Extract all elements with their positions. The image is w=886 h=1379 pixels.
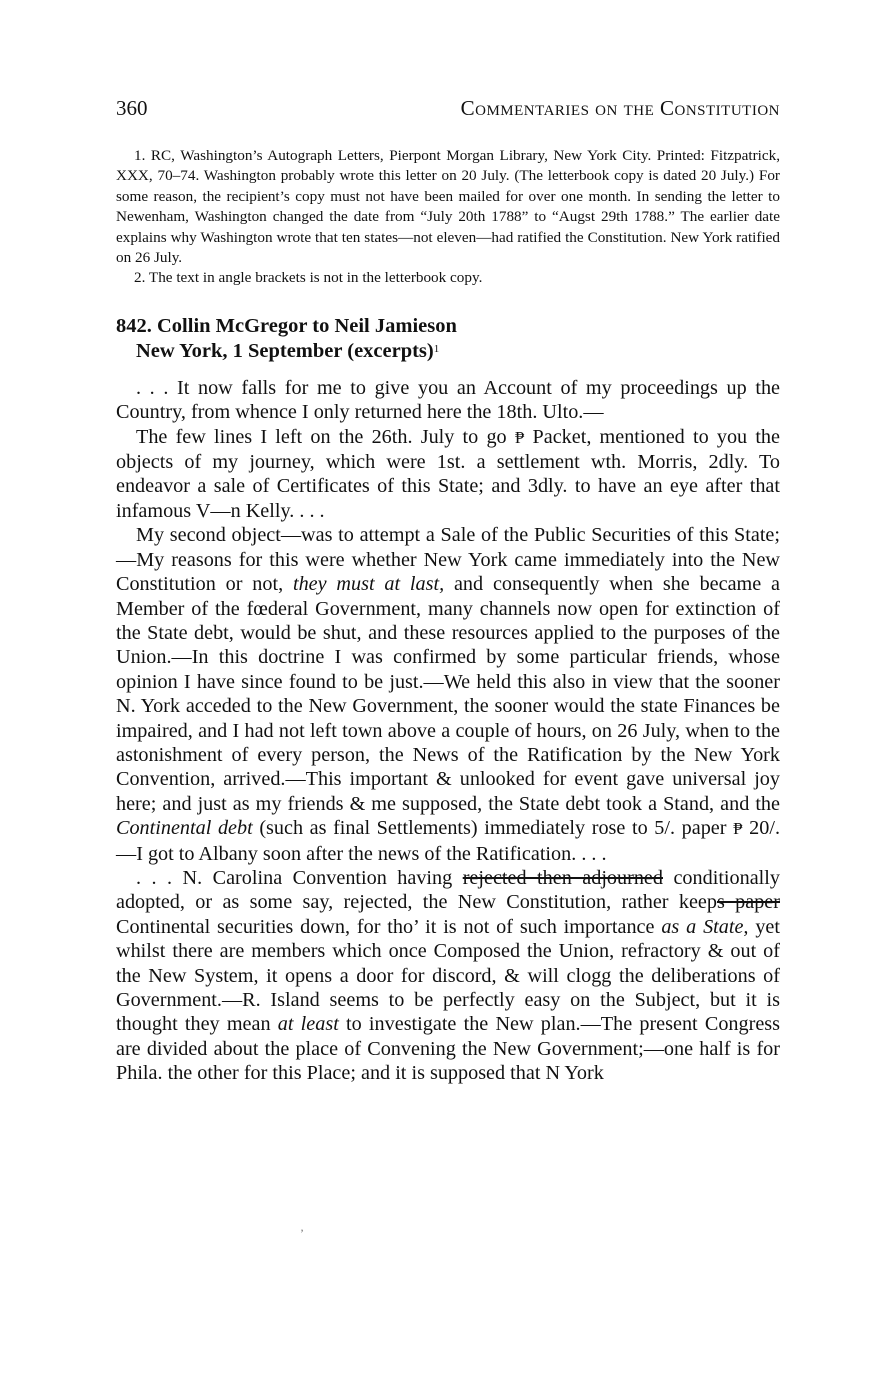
- paragraph-2-text-b: Packet, mentioned to you the objects of my journey, which were 1st. a settlement wth. Morris, 2dly. To endeavor a sale of Certificates of this State; and 3dly. to have an eye after that infamous V—n Kelly. . . .: [116, 425, 780, 522]
- paragraph-4-text-a: . . . N. Carolina Convention having: [136, 866, 463, 889]
- paragraph-1: . . . It now falls for me to give you an Account of my proceedings up the Country, from whence I only returned here the 18th. Ulto.—: [116, 376, 780, 424]
- italic-phrase: they must at last,: [292, 573, 445, 596]
- running-head: [116, 96, 780, 126]
- struck-text: s paper: [716, 891, 780, 914]
- paragraph-4: [116, 866, 780, 1086]
- italic-phrase: at least: [277, 1013, 339, 1036]
- paragraph-3-text-a: My second object—was to attempt a Sale of the Public Securities of this State;—My reasons for this were whether New York came immediately into the New Constitution or not,: [116, 524, 780, 596]
- heading-subtitle: [116, 339, 780, 364]
- book-page: [116, 96, 780, 1086]
- paragraph-3-text-c: (such as final Settlements) immediately rose to 5/. paper: [252, 817, 734, 840]
- paragraph-3: [116, 523, 780, 866]
- paragraph-3-text-d: 20/.—I got to Albany soon after the news of the Ratification. . . .: [116, 817, 780, 865]
- page-number: 360: [116, 96, 148, 120]
- footnote-1: 1. RC, Washington’s Autograph Letters, Pierpont Morgan Library, New York City. Printed: Fitzpatrick, XXX, 70–74. Washington probably wrote this letter on 20 July. (The letterbook copy is dated 20 July.) For some reason, the recipient’s copy must not have been mailed for over one month. In sending the letter to Newenham, Washington changed the date from “July 20th 1788” to “Augst 29th 1788.” The earlier date explains why Washington wrote that ten states—not eleven—had ratified the Constitution. New York ratified on 26 July.: [116, 147, 780, 267]
- italic-phrase: Continental debt: [116, 817, 253, 840]
- paragraph-4-text-b: conditionally adopted, or as some say, rejected, the New Constitution, rather keep: [116, 866, 780, 914]
- paragraph-3-text-b: and consequently when she became a Member of the fœderal Government, many channels now open for extinction of the State debt, would be shut, and these resources applied to the purposes of the Union.—In this doctrine I was confirmed by some particular friends, whose opinion I have since found to be just.—We held this also in view that the sooner N. York acceded to the New Government, the sooner would the state Finances be impaired, and I had not left town above a couple of hours, on 26 July, when to the astonishment of every person, the News of the Ratification by the New York Convention, arrived.—This important & unlooked for event gave universal joy here; and just as my friends & me supposed, the State debt took a Stand, and the: [116, 573, 780, 815]
- footnote-2: 2. The text in angle brackets is not in the letterbook copy.: [134, 269, 483, 287]
- struck-text: rejected then adjourned: [462, 866, 663, 889]
- letter-body: [116, 376, 780, 1086]
- paragraph-4-text-c: Continental securities down, for tho’ it is not of such importance: [116, 915, 662, 938]
- document-heading: [116, 314, 780, 364]
- running-title: Commentaries on the Constitution: [460, 96, 780, 120]
- heading-title: 842. Collin McGregor to Neil Jamieson: [116, 314, 457, 337]
- paragraph-4-text-e: to investigate the New plan.—The present Congress are divided about the place of Convening the New Government;—one half is for Phila. the other for this Place; and it is supposed that N York: [116, 1013, 780, 1085]
- italic-phrase: as a State,: [661, 915, 749, 938]
- stray-mark: ’: [300, 1226, 304, 1240]
- heading-place-date: New York, 1 September (excerpts): [136, 339, 434, 362]
- paragraph-2-text-a: The few lines I left on the 26th. July to go: [136, 425, 515, 448]
- per-symbol: ₱: [733, 819, 743, 839]
- paragraph-4-text-d: yet whilst there are members which once Composed the Union, refractory & out of the New System, it opens a door for discord, & will clogg the deliberations of Government.—R. Island seems to be perfectly easy on the Subject, but it is thought they mean: [116, 915, 780, 1036]
- note-reference: 1: [433, 342, 440, 355]
- footnotes: [116, 146, 780, 289]
- paragraph-2: [116, 425, 780, 524]
- per-symbol: ₱: [514, 427, 525, 447]
